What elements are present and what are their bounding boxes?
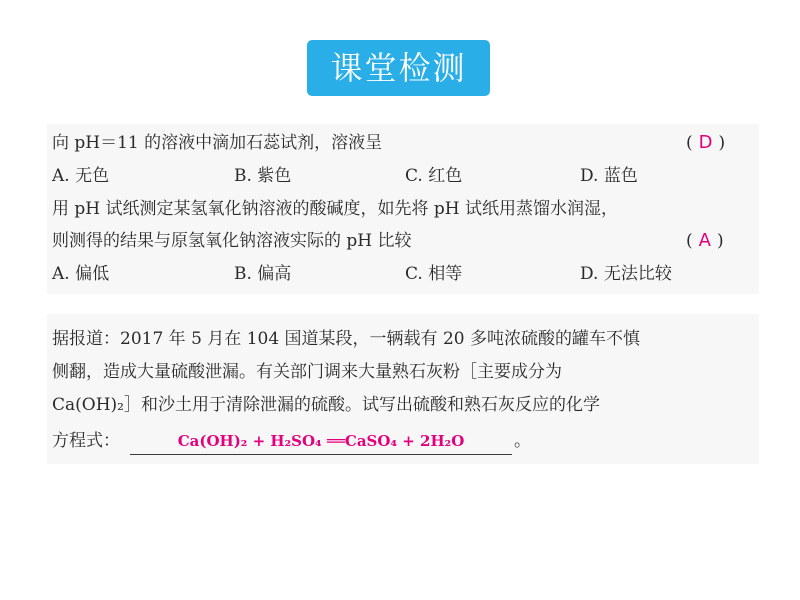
q2-stem-line2: 则测得的结果与原氢氧化钠溶液实际的 pH 比较 bbox=[52, 231, 412, 251]
q2-stem-line1: 用 pH 试纸测定某氢氧化钠溶液的酸碱度，如先将 pH 试纸用蒸馏水润湿， bbox=[52, 199, 619, 219]
q3-line4-prefix: 方程式： bbox=[52, 431, 120, 451]
q2-option-c: C. 相等 bbox=[405, 264, 463, 284]
q1-answer: D bbox=[698, 132, 713, 153]
q3-line3: Ca(OH)₂］和沙土用于清除泄漏的硫酸。试写出硫酸和熟石灰反应的化学 bbox=[52, 395, 600, 415]
q1-option-d: D. 蓝色 bbox=[580, 166, 638, 186]
q3-answer-blank: Ca(OH)₂ + H₂SO₄ ══CaSO₄ + 2H₂O bbox=[130, 428, 512, 455]
q1-option-c: C. 红色 bbox=[405, 166, 463, 186]
q1-option-b: B. 紫色 bbox=[234, 166, 292, 186]
q3-line1: 据报道：2017 年 5 月在 104 国道某段，一辆载有 20 多吨浓硫酸的罐车不慎 bbox=[52, 329, 640, 349]
q3-period: 。 bbox=[514, 431, 531, 451]
q1-option-a: A. 无色 bbox=[52, 166, 110, 186]
q2-option-a: A. 偏低 bbox=[52, 264, 110, 284]
q1-stem: 向 pH＝11 的溶液中滴加石蕊试剂，溶液呈 bbox=[52, 133, 383, 153]
q1-answer-paren: ( D ) bbox=[686, 132, 726, 153]
section-title: 课堂检测 bbox=[307, 40, 490, 96]
q2-option-b: B. 偏高 bbox=[234, 264, 292, 284]
q2-option-d: D. 无法比较 bbox=[580, 264, 672, 284]
q3-line2: 侧翻，造成大量硫酸泄漏。有关部门调来大量熟石灰粉［主要成分为 bbox=[52, 362, 562, 382]
q2-answer: A bbox=[698, 230, 711, 251]
q2-answer-paren: ( A ) bbox=[686, 230, 724, 251]
